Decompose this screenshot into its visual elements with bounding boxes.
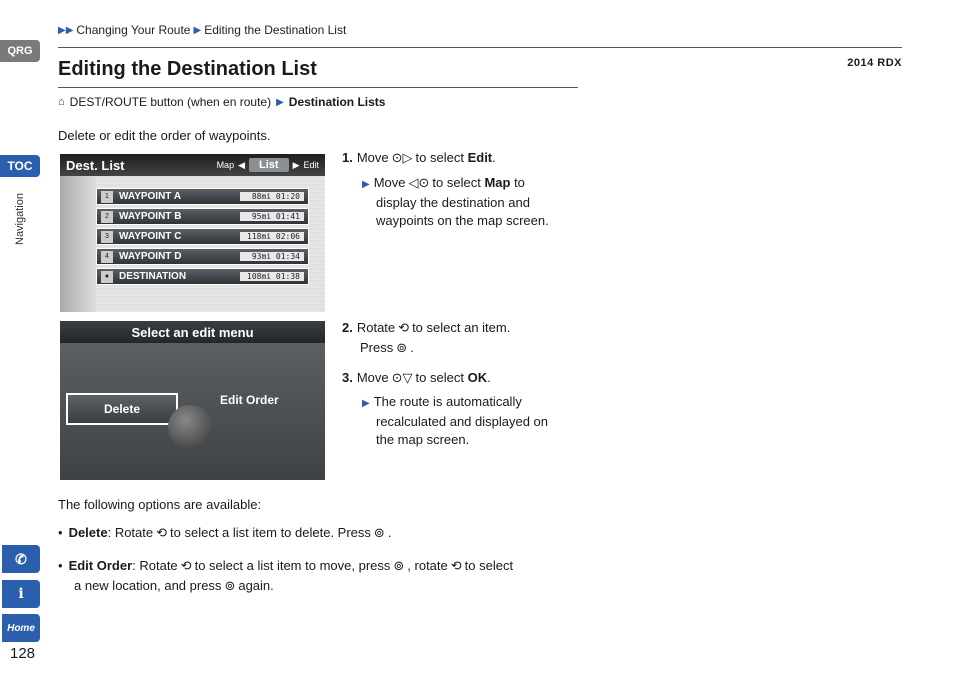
page-number: 128 (10, 645, 36, 662)
option-delete: • Delete: Rotate ⟲ to select a list item to delete. Press ⊚ . (58, 525, 392, 541)
waypoint-distance: 118mi 02:06 (240, 232, 304, 241)
option-text: : Rotate (132, 558, 178, 573)
step-1: 1. Move ⊙▷ to select Edit. (342, 150, 496, 166)
note-text: the map screen. (376, 432, 470, 447)
bullet-icon: • (58, 558, 63, 573)
waypoint-name: DESTINATION (119, 271, 187, 282)
nav-list: List (249, 158, 289, 172)
nav-edit: Edit (303, 160, 319, 170)
waypoint-name: WAYPOINT A (119, 191, 182, 202)
press-dial-icon: ⊚ (396, 341, 408, 356)
press-dial-icon: ⊚ (373, 526, 385, 541)
page-title: Editing the Destination List (58, 58, 317, 80)
option-text: , rotate (407, 558, 448, 573)
waypoint-row (96, 208, 309, 225)
press-dial-icon: ⊚ (224, 579, 236, 594)
flag-icon: 2 (101, 211, 113, 223)
waypoint-name: WAYPOINT D (119, 251, 182, 262)
waypoint-distance: 95mi 01:41 (240, 212, 304, 221)
rotate-dial-icon: ⟲ (180, 559, 192, 574)
step-1-note (362, 174, 549, 230)
info-icon[interactable]: i (2, 580, 40, 608)
breadcrumb (58, 23, 346, 37)
path-target: Destination Lists (288, 95, 386, 109)
step-text: Rotate (356, 320, 396, 335)
delete-option: Delete (66, 393, 178, 425)
interface-dial-icon (168, 405, 212, 449)
step-number: 1. (342, 150, 353, 165)
waypoint-list (60, 176, 325, 312)
option-text: : Rotate (107, 525, 154, 540)
option-edit-order (58, 556, 598, 596)
voice-command-icon[interactable]: ✆ (2, 545, 40, 573)
note-text: recalculated and displayed on (376, 414, 549, 429)
option-label: Edit Order (68, 558, 133, 573)
menu-path (58, 95, 385, 109)
waypoint-name: WAYPOINT C (119, 231, 182, 242)
step-target: Edit (467, 150, 493, 165)
flag-icon: 4 (101, 251, 113, 263)
note-arrow-icon: ▶ (362, 398, 370, 409)
breadcrumb-arrow-icon: ▶▶ (58, 24, 74, 36)
toc-tab[interactable]: TOC (0, 155, 40, 177)
move-down-icon: ⊙▽ (391, 371, 413, 386)
step-3: 3. Move ⊙▽ to select OK. (342, 370, 491, 386)
breadcrumb-link-changing-route[interactable]: Changing Your Route (76, 23, 191, 37)
edit-menu-screenshot (60, 321, 325, 480)
step-number: 3. (342, 370, 353, 385)
home-icon[interactable]: Home (2, 614, 40, 642)
step-text: to select (415, 370, 464, 385)
dest-list-header (60, 154, 325, 176)
step-text: to select an item. (412, 320, 511, 335)
option-text: a new location, and press (74, 578, 222, 593)
dest-list-nav (217, 158, 319, 172)
waypoint-row (96, 228, 309, 245)
model-label: 2014 RDX (847, 57, 902, 69)
qrg-tab[interactable]: QRG (0, 40, 40, 62)
bullet-icon: • (58, 525, 63, 540)
option-text: to select (464, 558, 514, 573)
waypoint-distance: 93mi 01:34 (240, 252, 304, 261)
option-label: Delete (68, 525, 108, 540)
destination-icon: ● (101, 271, 113, 283)
move-left-icon: ◁⊙ (408, 176, 430, 191)
note-target: Map (484, 175, 511, 190)
step-target: OK (467, 370, 488, 385)
step-text: Move (356, 370, 389, 385)
waypoint-row (96, 188, 309, 205)
waypoint-distance: 88mi 01:20 (240, 192, 304, 201)
waypoint-row (96, 268, 309, 285)
title-divider (58, 87, 578, 88)
path-arrow-icon: ▶ (276, 96, 284, 108)
note-text: to select (432, 175, 481, 190)
flag-icon: 3 (101, 231, 113, 243)
option-text: to select a list item to delete. Press (170, 525, 371, 540)
path-text: DEST/ROUTE button (when en route) (69, 95, 272, 109)
step-3-note (362, 393, 548, 449)
press-dial-icon: ⊚ (393, 559, 405, 574)
note-text: Move (373, 175, 406, 190)
dest-list-title: Dest. List (66, 157, 125, 173)
rotate-dial-icon: ⟲ (450, 559, 462, 574)
home-button-icon: ⌂ (58, 96, 65, 108)
note-arrow-icon: ▶ (362, 179, 370, 190)
nav-right-arrow-icon: ▶ (292, 159, 300, 170)
breadcrumb-arrow-icon: ▶ (193, 24, 202, 36)
rotate-dial-icon: ⟲ (398, 321, 410, 336)
step-text: Press (360, 340, 394, 355)
edit-menu-body (60, 343, 325, 480)
note-text: The route is automatically (373, 394, 522, 409)
step-text: Move (356, 150, 389, 165)
waypoint-distance: 108mi 01:38 (240, 272, 304, 281)
step-number: 2. (342, 320, 353, 335)
waypoint-name: WAYPOINT B (119, 211, 182, 222)
option-text: again. (238, 578, 274, 593)
dest-list-screenshot (60, 154, 325, 312)
breadcrumb-current: Editing the Destination List (204, 23, 347, 37)
waypoint-row (96, 248, 309, 265)
option-text: to select a list item to move, press (194, 558, 391, 573)
top-divider (58, 47, 902, 48)
rotate-dial-icon: ⟲ (156, 526, 168, 541)
note-text: waypoints on the map screen. (376, 213, 549, 228)
intro-text: Delete or edit the order of waypoints. (58, 128, 271, 143)
note-text: display the destination and (376, 195, 530, 210)
step-text: to select (415, 150, 464, 165)
note-text: to (514, 175, 525, 190)
step-2: 2. Rotate ⟲ to select an item. Press ⊚ . (342, 320, 511, 356)
section-label: Navigation (14, 193, 26, 245)
options-intro: The following options are available: (58, 497, 262, 512)
nav-map: Map (216, 160, 235, 170)
move-right-icon: ⊙▷ (391, 151, 413, 166)
nav-left-arrow-icon: ◀ (238, 159, 245, 170)
edit-menu-header: Select an edit menu (60, 321, 325, 343)
flag-icon: 1 (101, 191, 113, 203)
edit-order-option: Edit Order (220, 393, 279, 407)
